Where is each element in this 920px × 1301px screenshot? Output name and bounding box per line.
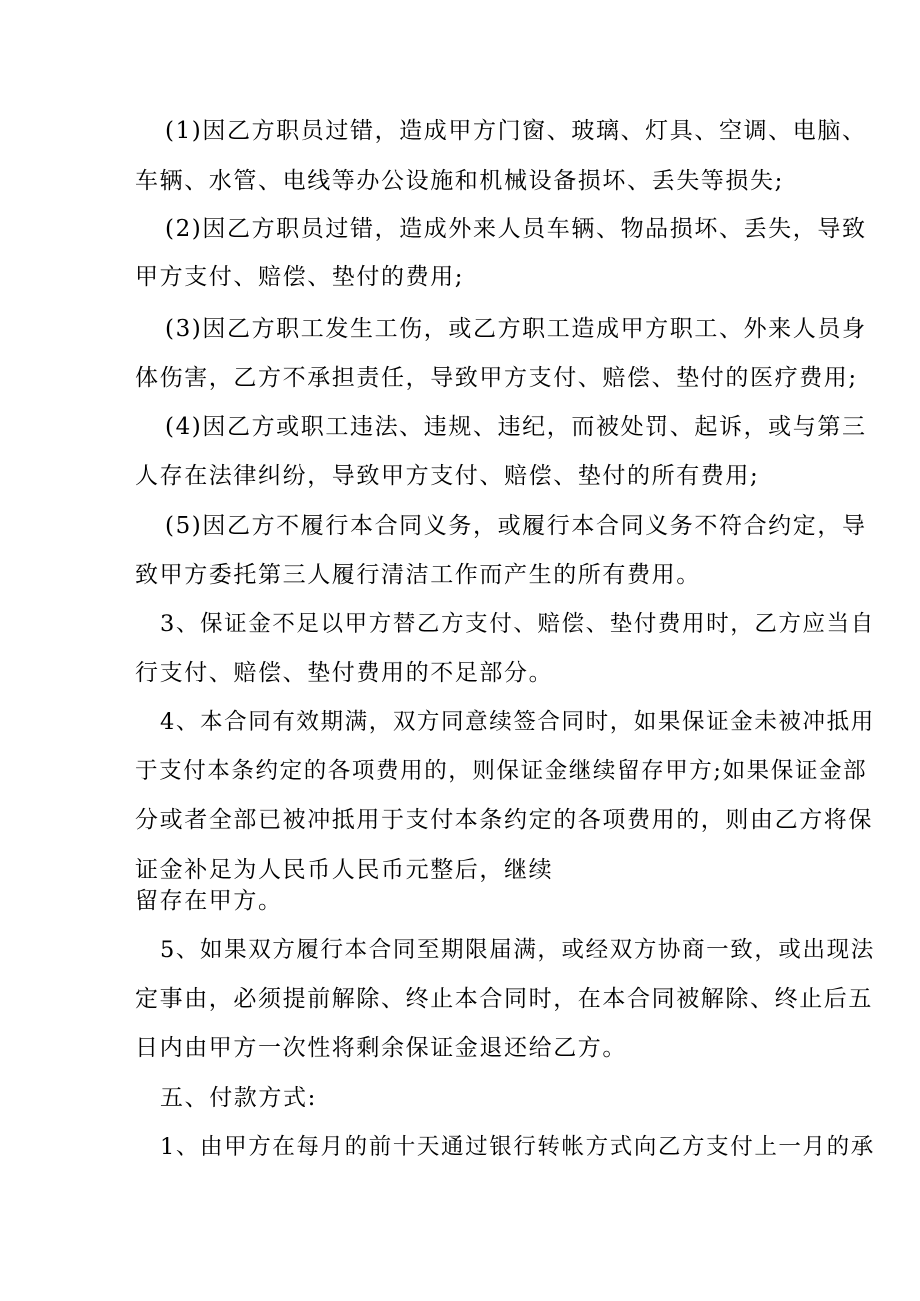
item-4-line-5: 留存在甲方。 [135,888,283,914]
clause-5-line-2: 致甲方委托第三人履行清洁工作而产生的所有费用。 [135,562,701,588]
item-4-line-2: 于支付本条约定的各项费用的，则保证金继续留存甲方;如果保证金部 [135,758,868,784]
item-5-line-2: 定事由，必须提前解除、终止本合同时，在本合同被解除、终止后五 [135,986,873,1012]
clause-1-line-2: 车辆、水管、电线等办公设施和机械设备损坏、丢失等损失; [135,168,784,194]
clause-2-line-2: 甲方支付、赔偿、垫付的费用; [135,264,465,290]
clause-3-line-1: (3)因乙方职工发生工伤，或乙方职工造成甲方职工、外来人员身 [165,316,867,342]
item-4-line-3: 分或者全部已被冲抵用于支付本条约定的各项费用的，则由乙方将保 [135,807,873,833]
clause-4-line-2: 人存在法律纠纷，导致甲方支付、赔偿、垫付的所有费用; [135,463,760,489]
clause-4-line-1: (4)因乙方或职工违法、违规、违纪，而被处罚、起诉，或与第三 [165,414,867,440]
payment-item-1-line-1: 1、由甲方在每月的前十天通过银行转帐方式向乙方支付上一月的承 [160,1134,875,1160]
clause-5-line-1: (5)因乙方不履行本合同义务，或履行本合同义务不符合约定，导 [165,513,867,539]
item-4-line-4: 证金补足为人民币人民币元整后，继续 [135,857,554,883]
section-heading-payment-text: 五、付款方式: [160,1085,317,1111]
item-4-line-1: 4、本合同有效期满，双方同意续签合同时，如果保证金未被冲抵用 [160,709,875,735]
clause-3-line-2: 体伤害，乙方不承担责任，导致甲方支付、赔偿、垫付的医疗费用; [135,365,858,391]
item-3-line-1: 3、保证金不足以甲方替乙方支付、赔偿、垫付费用时，乙方应当自 [160,611,875,637]
item-5-line-1: 5、如果双方履行本合同至期限届满，或经双方协商一致，或出现法 [160,937,875,963]
clause-2-line-1: (2)因乙方职员过错，造成外来人员车辆、物品损坏、丢失，导致 [165,216,867,242]
clause-1-line-1: (1)因乙方职员过错，造成甲方门窗、玻璃、灯具、空调、电脑、 [165,118,867,144]
item-5-line-3: 日内由甲方一次性将剩余保证金退还给乙方。 [135,1035,627,1061]
item-3-line-2: 行支付、赔偿、垫付费用的不足部分。 [135,660,554,686]
